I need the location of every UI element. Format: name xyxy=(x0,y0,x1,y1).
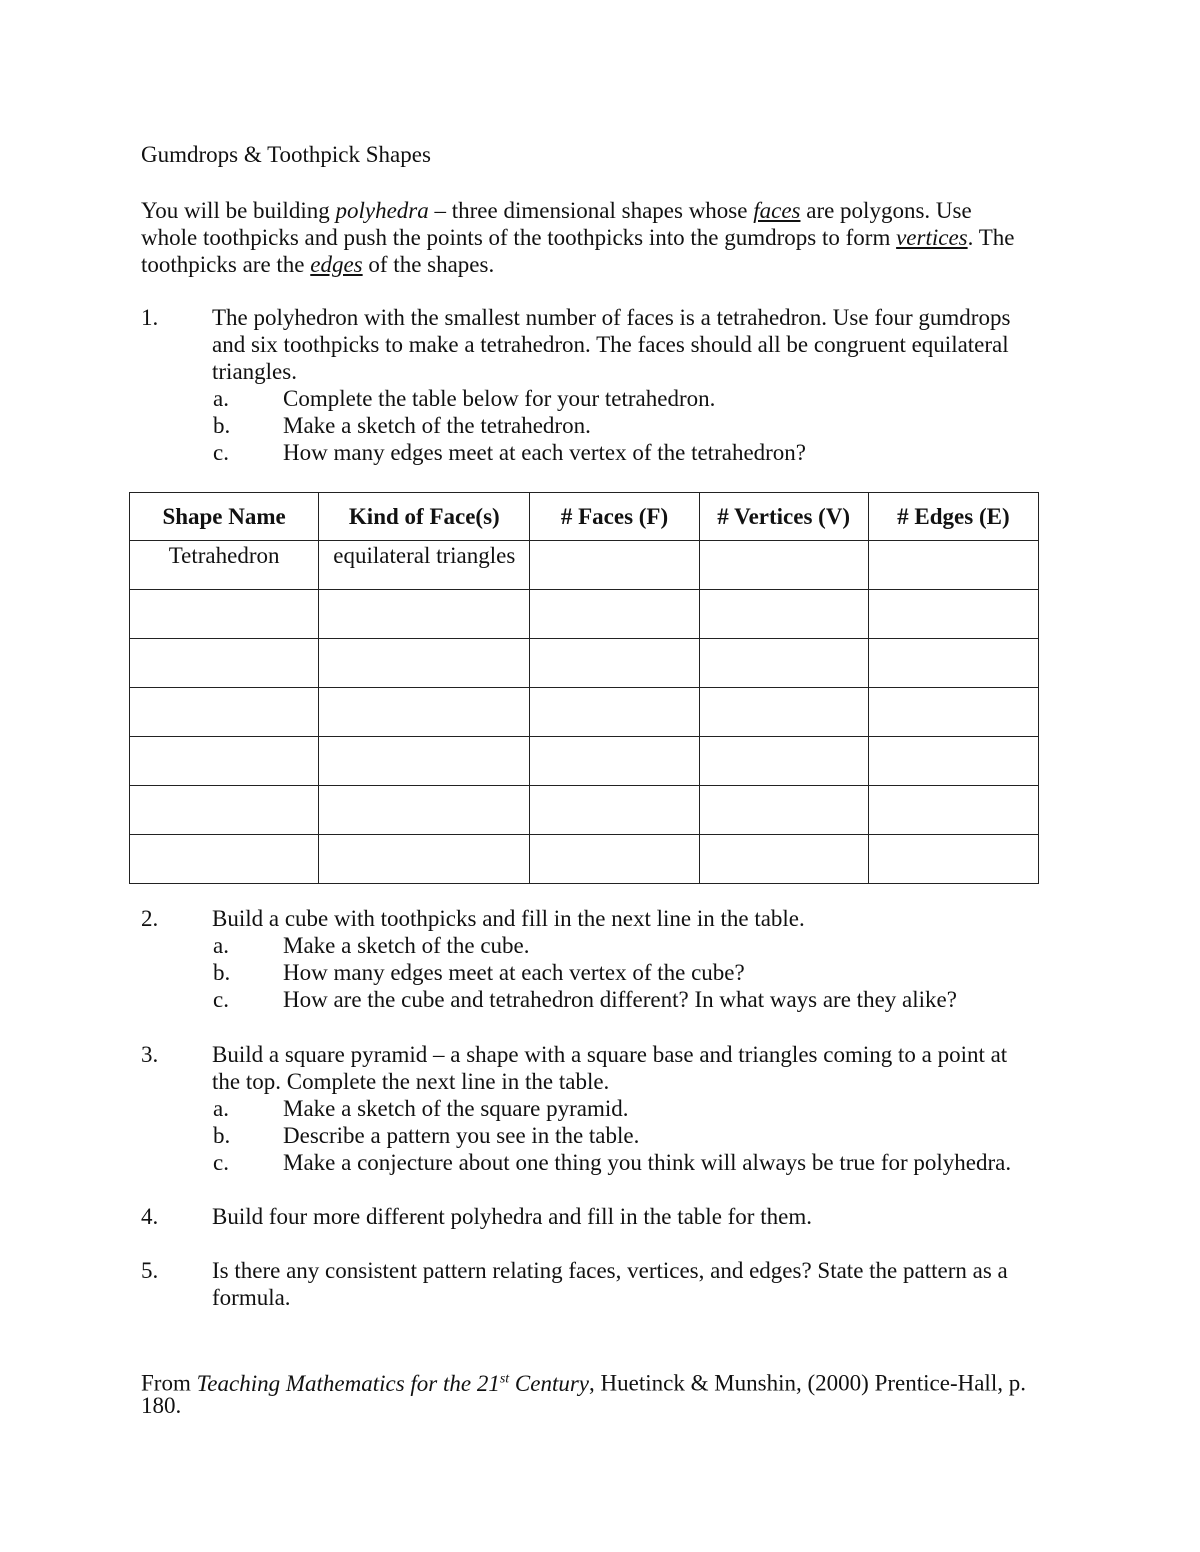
table-cell xyxy=(319,786,530,835)
table-cell: Tetrahedron xyxy=(130,541,319,590)
table-cell xyxy=(319,835,530,884)
table-cell xyxy=(530,688,699,737)
term-polyhedra: polyhedra xyxy=(335,198,429,223)
table-cell xyxy=(530,590,699,639)
table-row xyxy=(130,639,1039,688)
question-4-text: Build four more different polyhedra and fill in the table for them. xyxy=(212,1204,812,1229)
table-cell xyxy=(868,590,1038,639)
table-row xyxy=(130,590,1039,639)
table-cell xyxy=(130,835,319,884)
question-3-text: the top. Complete the next line in the table. xyxy=(212,1069,610,1094)
question-2a-text: Make a sketch of the cube. xyxy=(283,933,530,958)
table-row xyxy=(130,737,1039,786)
question-2-number: 2. xyxy=(141,906,159,931)
table-cell xyxy=(319,639,530,688)
table-cell xyxy=(699,590,868,639)
question-3c-text: Make a conjecture about one thing you think will always be true for polyhedra. xyxy=(283,1150,1012,1175)
question-5-text: Is there any consistent pattern relating faces, vertices, and edges? State the pattern as a xyxy=(212,1258,1008,1283)
term-faces: faces xyxy=(753,198,801,223)
question-1-text: triangles. xyxy=(212,359,297,384)
table-cell xyxy=(319,737,530,786)
term-vertices: vertices xyxy=(896,225,968,250)
question-1a-text: Complete the table below for your tetrahedron. xyxy=(283,386,716,411)
question-1c-letter: c. xyxy=(213,440,229,465)
table-cell xyxy=(130,688,319,737)
intro-line-1: You will be building polyhedra – three dimensional shapes whose faces are polygons. Use xyxy=(141,198,972,223)
question-1c-text: How many edges meet at each vertex of the tetrahedron? xyxy=(283,440,807,465)
table-row xyxy=(130,835,1039,884)
intro-line-3: toothpicks are the edges of the shapes. xyxy=(141,252,495,277)
header-edges: # Edges (E) xyxy=(868,493,1038,541)
table-cell xyxy=(530,786,699,835)
intro-line-2: whole toothpicks and push the points of the toothpicks into the gumdrops to form vertices. The xyxy=(141,225,1015,250)
header-kind-of-faces: Kind of Face(s) xyxy=(319,493,530,541)
polyhedra-table xyxy=(129,492,1039,884)
table-cell xyxy=(868,786,1038,835)
question-5-number: 5. xyxy=(141,1258,159,1283)
citation: From Teaching Mathematics for the 21st Century, Huetinck & Munshin, (2000) Prentice-Hall, p. xyxy=(141,1370,1026,1396)
table-cell xyxy=(319,590,530,639)
question-1-number: 1. xyxy=(141,305,159,330)
table-cell xyxy=(699,835,868,884)
question-2a-letter: a. xyxy=(213,933,229,958)
table-cell xyxy=(868,737,1038,786)
table-cell xyxy=(699,786,868,835)
header-faces: # Faces (F) xyxy=(530,493,699,541)
question-3-number: 3. xyxy=(141,1042,159,1067)
question-1-text: and six toothpicks to make a tetrahedron. The faces should all be congruent equilateral xyxy=(212,332,1009,357)
table-cell xyxy=(530,835,699,884)
table-cell xyxy=(868,639,1038,688)
question-1-text: The polyhedron with the smallest number of faces is a tetrahedron. Use four gumdrops xyxy=(212,305,1011,330)
question-1b-letter: b. xyxy=(213,413,231,438)
table-cell xyxy=(130,737,319,786)
question-3a-text: Make a sketch of the square pyramid. xyxy=(283,1096,629,1121)
table-cell xyxy=(130,639,319,688)
question-3b-letter: b. xyxy=(213,1123,231,1148)
question-3-text: Build a square pyramid – a shape with a square base and triangles coming to a point at xyxy=(212,1042,1008,1067)
question-2c-text: How are the cube and tetrahedron different? In what ways are they alike? xyxy=(283,987,957,1012)
question-4-number: 4. xyxy=(141,1204,159,1229)
question-2-text: Build a cube with toothpicks and fill in the next line in the table. xyxy=(212,906,805,931)
table-cell xyxy=(868,835,1038,884)
table-cell xyxy=(699,639,868,688)
table-cell xyxy=(868,688,1038,737)
table-cell xyxy=(868,541,1038,590)
table-cell xyxy=(530,541,699,590)
table-cell xyxy=(699,737,868,786)
header-shape-name: Shape Name xyxy=(130,493,319,541)
book-title: Teaching Mathematics for the 21st Century xyxy=(196,1370,590,1396)
table-cell xyxy=(530,737,699,786)
header-vertices: # Vertices (V) xyxy=(699,493,868,541)
table-header-row xyxy=(130,493,1039,541)
question-2b-letter: b. xyxy=(213,960,231,985)
table-cell xyxy=(130,590,319,639)
question-1a-letter: a. xyxy=(213,386,229,411)
question-5-text: formula. xyxy=(212,1285,291,1310)
table-cell xyxy=(130,786,319,835)
table-cell xyxy=(530,639,699,688)
table-row xyxy=(130,786,1039,835)
question-2b-text: How many edges meet at each vertex of the cube? xyxy=(283,960,745,985)
table-cell xyxy=(699,541,868,590)
table-cell: equilateral triangles xyxy=(319,541,530,590)
page-title: Gumdrops & Toothpick Shapes xyxy=(141,142,431,167)
table-cell xyxy=(319,688,530,737)
question-3b-text: Describe a pattern you see in the table. xyxy=(283,1123,640,1148)
question-1b-text: Make a sketch of the tetrahedron. xyxy=(283,413,591,438)
citation-page: 180. xyxy=(141,1393,182,1418)
table-row xyxy=(130,688,1039,737)
question-2c-letter: c. xyxy=(213,987,229,1012)
table-cell xyxy=(699,688,868,737)
term-edges: edges xyxy=(310,252,363,277)
table-row xyxy=(130,541,1039,590)
question-3c-letter: c. xyxy=(213,1150,229,1175)
question-3a-letter: a. xyxy=(213,1096,229,1121)
